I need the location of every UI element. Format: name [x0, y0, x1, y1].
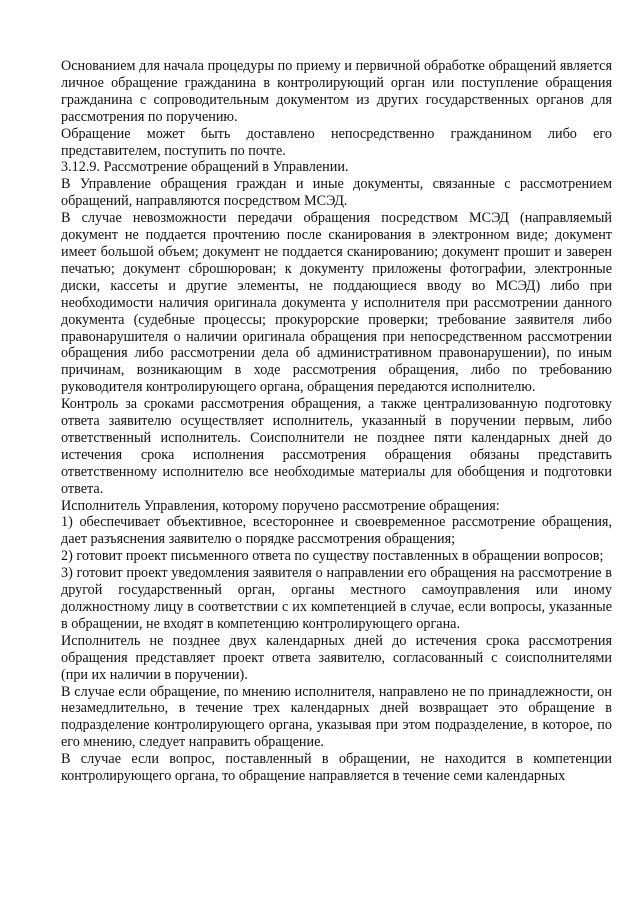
paragraph-msed: В Управление обращения граждан и иные документы, связанные с рассмотрением обращений, направляются посредством МСЭД. — [61, 176, 612, 210]
list-item-3: 3) готовит проект уведомления заявителя о направлении его обращения на рассмотрение в другой государственный орган, органы местного самоуправления или иному должностному лицу в соответствии с их компетенцией в случае, если вопросы, указанные в обращении, не входят в компетенцию контролирующего органа. — [61, 565, 612, 632]
section-heading: 3.12.9. Рассмотрение обращений в Управлении. — [61, 159, 349, 176]
list-item-1: 1) обеспечивает объективное, всестороннее и своевременное рассмотрение обращения, дает разъяснения заявителю о порядке рассмотрения обращения; — [61, 514, 612, 548]
paragraph-executor-intro: Исполнитель Управления, которому поручено рассмотрение обращения: — [61, 497, 500, 514]
paragraph-competence: В случае если вопрос, поставленный в обращении, не находится в компетенции контролирующего органа, то обращение направляется в течение семи календарных — [61, 751, 612, 785]
paragraph-control: Контроль за сроками рассмотрения обращения, а также централизованную подготовку ответа заявителю осуществляет исполнитель, указанный в поручении первым, либо ответственный исполнитель. Соисполнители не позднее пяти календарных дней до истечения срока исполнения рассмотрения обращения обязаны представить ответственному исполнителю все необходимые материалы для обобщения и подготовки ответа. — [61, 396, 612, 497]
paragraph-impossibility: В случае невозможности передачи обращения посредством МСЭД (направляемый документ не поддается прочтению после сканирования в электронном виде; документ имеет большой объем; документ не поддается сканированию; документ прошит и заверен печатью; документ сброшюрован; к документу приложены фотографии, электронные диски, кассеты и другие элементы, не поддающиеся вводу во МСЭД) либо при необходимости наличия оригинала документа у исполнителя при рассмотрении данного документа (судебные процессы; прокурорские проверки; требование заявителя либо правонарушителя о наличии оригинала обращения при непосредственном рассмотрении обращения либо рассмотрении дела об административном правонарушении), по иным причинам, возникающим в ходе рассмотрения обращения, либо по требованию руководителя контролирующего органа, обращения передаются исполнителю. — [61, 210, 612, 396]
list-item-2: 2) готовит проект письменного ответа по существу поставленных в обращении вопросов; — [61, 548, 604, 565]
paragraph-delivery: Обращение может быть доставлено непосредственно гражданином либо его представителем, поступить по почте. — [61, 125, 612, 159]
document-page — [61, 58, 612, 785]
paragraph-deadline: Исполнитель не позднее двух календарных дней до истечения срока рассмотрения обращения представляет проект ответа заявителю, согласованный с соисполнителями (при их наличии в поручении). — [61, 632, 612, 683]
paragraph-basis: Основанием для начала процедуры по приему и первичной обработке обращений является личное обращение гражданина в контролирующий орган или поступление обращения гражданина с сопроводительным документом из других государственных органов для рассмотрения по поручению. — [61, 58, 612, 125]
paragraph-misdirected: В случае если обращение, по мнению исполнителя, направлено не по принадлежности, он незамедлительно, в течение трех календарных дней возвращает это обращение в подразделение контролирующего органа, указывая при этом подразделение, в которое, по его мнению, следует направить обращение. — [61, 683, 612, 751]
